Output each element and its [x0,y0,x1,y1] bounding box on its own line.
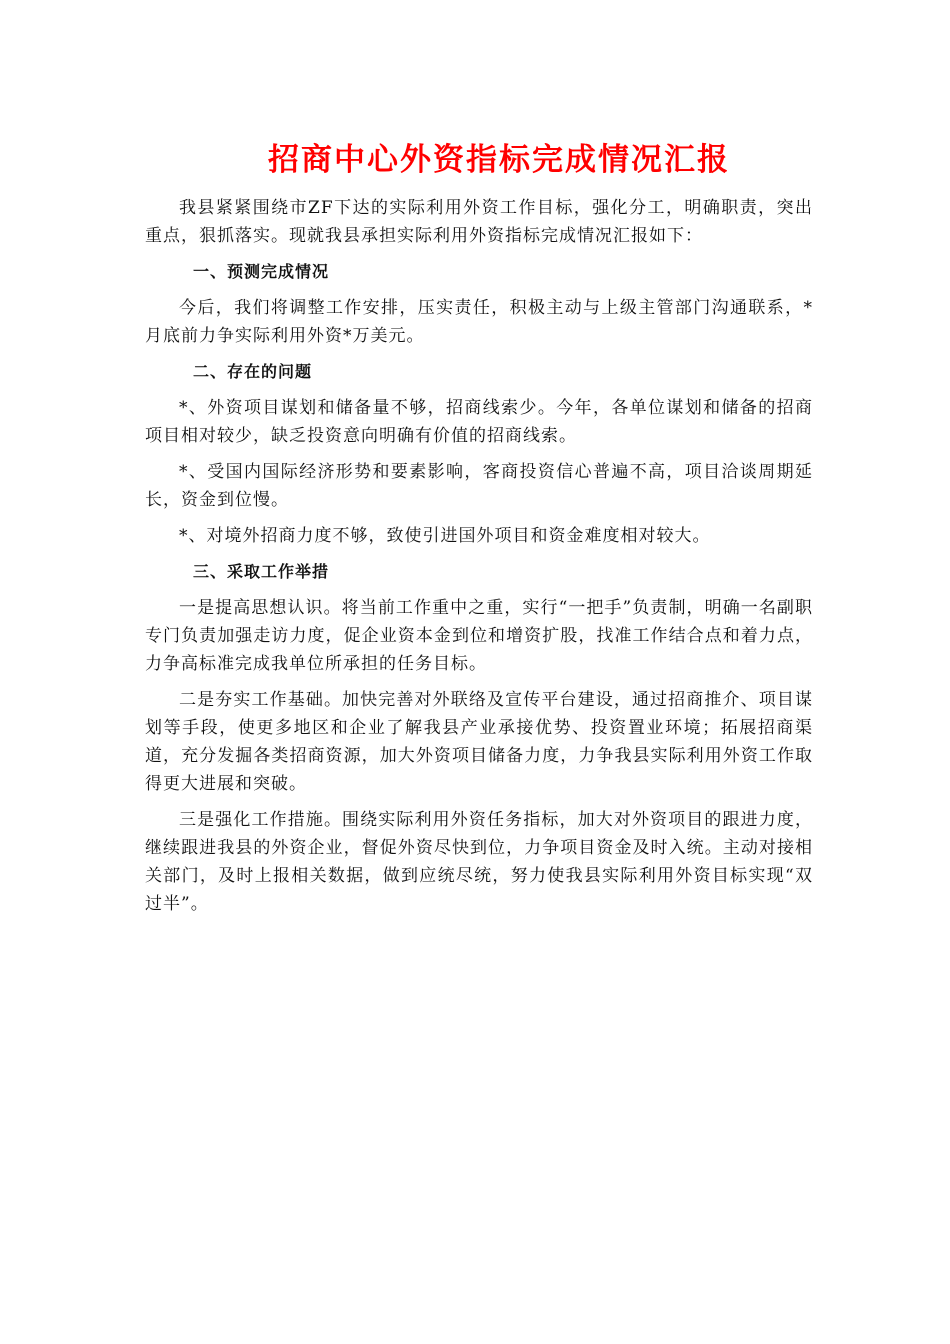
intro-paragraph: 我县紧紧围绕市ZF下达的实际利用外资工作目标，强化分工，明确职责，突出重点，狠抓落实。现就我县承担实际利用外资指标完成情况汇报如下： [145,198,813,246]
section-heading-forecast: 一、预测完成情况 [193,262,330,281]
document-body [145,136,813,926]
problem-paragraph-2: *、受国内国际经济形势和要素影响，客商投资信心普遍不高，项目洽谈周期延长，资金到位慢。 [145,462,813,510]
problem-paragraph-1: *、外资项目谋划和储备量不够，招商线索少。今年，各单位谋划和储备的招商项目相对较少，缺乏投资意向明确有价值的招商线索。 [145,398,813,446]
problem-paragraph-3: *、对境外招商力度不够，致使引进国外项目和资金难度相对较大。 [179,526,711,546]
forecast-paragraph: 今后，我们将调整工作安排，压实责任，积极主动与上级主管部门沟通联系，*月底前力争实际利用外资*万美元。 [145,298,813,346]
measure-paragraph-1: 一是提高思想认识。将当前工作重中之重，实行“一把手”负责制，明确一名副职专门负责加强走访力度，促企业资本金到位和增资扩股，找准工作结合点和着力点，力争高标准完成我单位所承担的任务目标。 [145,598,813,674]
section-heading-problems: 二、存在的问题 [193,362,313,381]
section-heading-measures: 三、采取工作举措 [193,562,330,581]
document-title: 招商中心外资指标完成情况汇报 [268,142,730,178]
measure-paragraph-3: 三是强化工作措施。围绕实际利用外资任务指标，加大对外资项目的跟进力度，继续跟进我县的外资企业，督促外资尽快到位，力争项目资金及时入统。主动对接相关部门，及时上报相关数据，做到应统尽统，努力使我县实际利用外资目标实现“双过半”。 [145,810,813,914]
measure-paragraph-2: 二是夯实工作基础。加快完善对外联络及宣传平台建设，通过招商推介、项目谋划等手段，使更多地区和企业了解我县产业承接优势、投资置业环境；拓展招商渠道，充分发掘各类招商资源，加大外资项目储备力度，力争我县实际利用外资工作取得更大进展和突破。 [145,690,813,794]
